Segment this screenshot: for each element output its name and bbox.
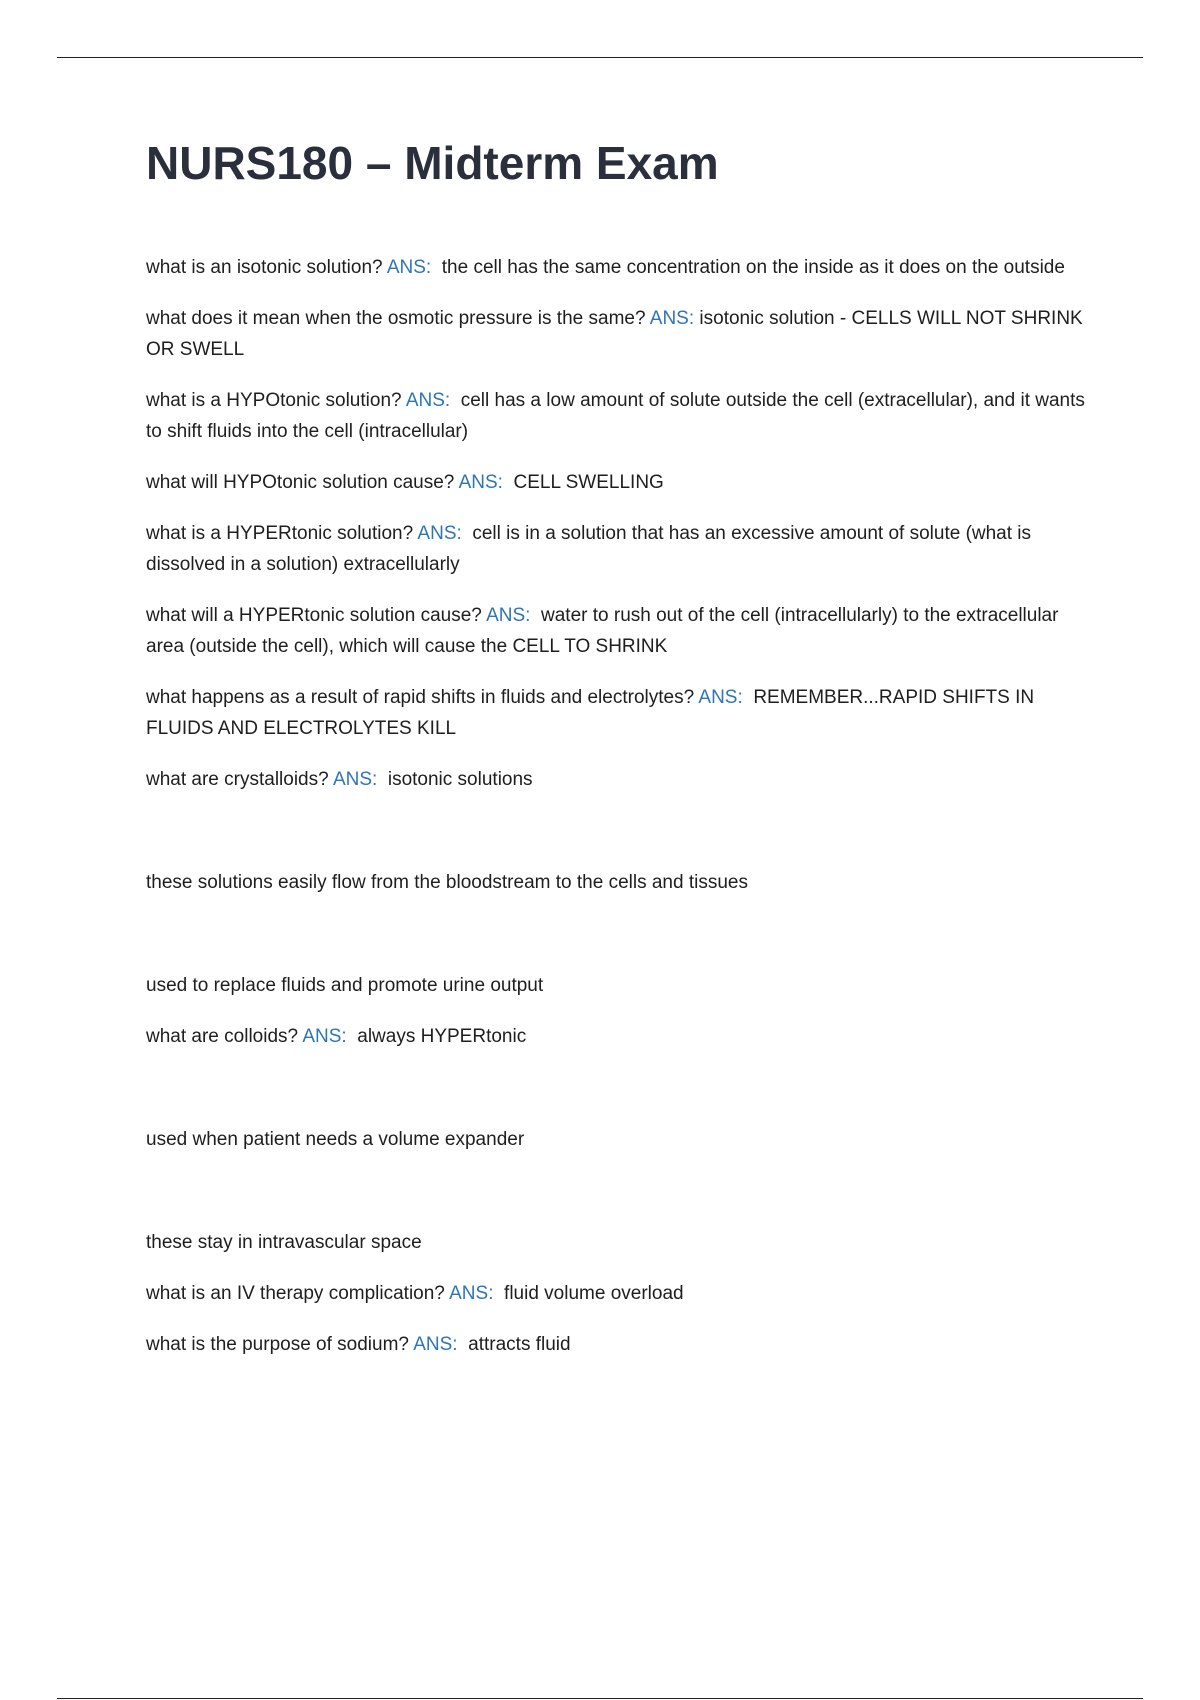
ans-label: ANS: [413,1334,458,1355]
answer-continuation: these solutions easily flow from the bloodstream to the cells and tissues [146,872,748,893]
answer-text: always HYPERtonic [357,1026,527,1047]
answer-continuation: used to replace fluids and promote urine output [146,975,544,996]
qa-item [146,600,1096,662]
answer-text: cell is in a solution that has an excessive amount of solute (what is dissolved in a solution) extracellularly [146,523,1032,575]
qa-item [146,518,1096,580]
page-title: NURS180 – Midterm Exam [146,137,719,189]
answer-text: water to rush out of the cell (intracellularly) to the extracellular area (outside the cell), which will cause the CELL TO SHRINK [146,605,1059,657]
qa-item [146,303,1096,365]
question-text: what happens as a result of rapid shifts in fluids and electrolytes? [146,687,695,708]
question-text: what is a HYPOtonic solution? [146,390,402,411]
answer-text: CELL SWELLING [513,472,664,493]
answer-continuation: these stay in intravascular space [146,1232,422,1253]
answer-text: the cell has the same concentration on the inside as it does on the outside [441,257,1065,278]
ans-label: ANS: [405,390,451,411]
ans-label: ANS: [449,1283,494,1304]
question-text: what are crystalloids? [146,769,329,790]
ans-label: ANS: [486,605,531,626]
qa-item [146,682,1096,744]
question-text: what is the purpose of sodium? [146,1334,409,1355]
answer-text: cell has a low amount of solute outside the cell (extracellular), and it wants to shift fluids into the cell (intracellular) [146,390,1085,442]
bottom-rule [57,1698,1143,1699]
answer-text: REMEMBER...RAPID SHIFTS IN FLUIDS AND ELECTROLYTES KILL [146,687,1035,739]
question-text: what are colloids? [146,1026,299,1047]
qa-item [146,252,1096,283]
question-text: what is a HYPERtonic solution? [146,523,414,544]
qa-item [146,385,1096,447]
ans-label: ANS: [458,472,503,493]
ans-label: ANS: [386,257,432,278]
ans-label: ANS: [649,308,695,329]
qa-item [146,1329,1096,1360]
ans-label: ANS: [332,769,378,790]
question-text: what will a HYPERtonic solution cause? [146,605,482,626]
question-text: what is an isotonic solution? [146,257,383,278]
ans-label: ANS: [698,687,743,708]
qa-list [146,252,1096,1380]
answer-continuation: used when patient needs a volume expander [146,1129,525,1150]
qa-item [146,1278,1096,1309]
question-text: what will HYPOtonic solution cause? [146,472,455,493]
ans-label: ANS: [302,1026,347,1047]
top-rule [57,57,1143,58]
qa-item [146,467,1096,498]
answer-text: isotonic solution - CELLS WILL NOT SHRINK OR SWELL [146,308,1083,360]
qa-item [146,1021,1096,1052]
ans-label: ANS: [417,523,462,544]
answer-text: fluid volume overload [504,1283,684,1304]
answer-text: attracts fluid [468,1334,571,1355]
answer-text: isotonic solutions [387,769,533,790]
question-text: what does it mean when the osmotic pressure is the same? [146,308,646,329]
qa-item [146,764,1096,795]
question-text: what is an IV therapy complication? [146,1283,445,1304]
